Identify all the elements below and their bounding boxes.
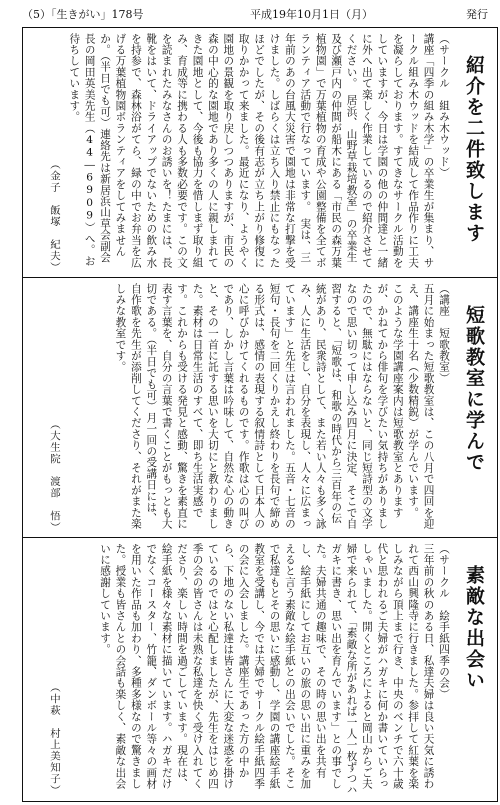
issue-date: 平成19年10月1日（月） <box>250 8 373 21</box>
article-subtitle: （サークル 組み木ウッド） <box>438 33 450 179</box>
article-author: （金子 飯塚 紀夫） <box>48 159 60 273</box>
article-subtitle: （講座 短歌教室） <box>438 283 450 384</box>
article-text: 三年前の秋のある日、私達夫婦は良い天気に誘われて西山興隆寺に行きました。参拝して紅葉を楽しみながら頂上まで行き、中央のベンチで六十歳代と思われるご夫婦がハガキに何か書いていらっしゃいました。開くところによると岡山からご夫婦で来られて、「素敵な所があれば一人一枚ずつハガキに書き、思い出を育んでいます」との事でした。夫婦共通の趣味で、その時の思い出を共有し、絵手紙にしてお互いの旅の思い出に重みを加えると言う素敵な絵手紙との出会いでした。そこで私達もとその思いに感動し、学園の講座絵手紙教室を受講し、今では夫婦でサークル絵手紙四季の会に入会しました。講座生であった方の中から、下地のない私達は皆さんに大変な迷惑を掛けているのではと心配しましたが、先生をはじめ四季の会の皆さんは未熟な私達を快く受け入れてくださり、楽しい時間を過ごしています。現在は、絵手紙を様々な素材に描いています。ハガキだけでなくコースター、竹籠、ダンボール等々の画材を用いた作品も加わり、多種多様なので驚きました。授業も皆さんとの会話も楽しく、素敵な出会いに感謝しています。 <box>99 543 435 796</box>
article-body <box>63 33 451 273</box>
article-title: 素敵な出会い <box>463 565 485 691</box>
article-subtitle: （サークル 絵手紙四季の会） <box>438 543 450 700</box>
article-title: 紹介を二件致します <box>463 55 485 244</box>
article-body <box>63 283 451 533</box>
article-title: 短歌教室に学んで <box>463 305 485 473</box>
article-section <box>23 278 497 538</box>
article-frame <box>22 27 498 802</box>
article-body <box>63 543 451 796</box>
article-author: （中萩 村上美知子） <box>48 682 60 796</box>
publisher-label: 発行 <box>466 8 488 21</box>
issue-label: （5）「生きがい」178号 <box>22 8 144 21</box>
article-section <box>23 28 497 278</box>
article-text: 五月に始まった短歌教室は、この八月で四回を迎え、講座生十名（少数精鋭）が学んでいます。 このような学園講座案内は短歌教室とありますが、かねてから俳句を学びたい気持ちがありましたので、無駄にはならないと、同じ短詩型の文学なので思い切って申し込み四月に決定、そこで自習すると、「短歌は、和歌の時代から三百年の伝統があり、民衆詩として、また若い人々も多く詠み、人に生活をし、自分を表現し、人々に広まっています」と先生は言われました。五音・七音の短句・長句を二回くりかえし終わりを長句で締める形式は、感情の表現する叙情詩として日本人の心に呼びかけてくれるものです。作歌は心の叫びであり、しかし言葉は吟味して、自然な心の動きと、その一首に託する思いを大切にと教わりました。素材は日常生活のすべて、即ち生活実感です。これからも受ける発見と感動、驚きを素直に表す言葉を、自分の言葉で書くことがもっとも大切である。（半日でも可）月一回の受講日には、自作歌を先生が添削してくださり、それがまた楽しみな教室です。 <box>114 283 435 530</box>
article-author: （大生院 渡部 悟） <box>48 419 60 533</box>
article-text: 講座「四季の組み木学」の卒業生が集まり、サークル組み木ウッドを結成して作品作りに工夫を凝らしております。すてきなサークル活動をしていますが、今日は学園の他の仲間達と一緒に外へ出て楽しく作業しているので紹介させてください。 居浜、山野草栽培教室」の卒業生及び瀬戸内の仲間が船木にある「市民の森万葉植物園」で万葉植物の育成や公園整備を全てボランティア活動で行なっています。 実は、三年前のあの台風大災害で園地は非常な打撃を受けました。しばらくは立ち入り禁止にもなったほどでしたが、その後有志が立ち上がり修復に取りかかって来ました。最近になり、ようやく園地の景観を取り戻しつつありますが、市民の森の中心的な園地であり多くの人に親しまれてきた園地として、今後も協力を惜しまず取り組み、育成等に携わる人も多数必要です。この文を読まれたみなさんのお誘いを！たまには、長靴をはいて、ドライアップでないための飲み水を持参で、森林浴がてら、緑の中でお弁当を広げる万葉植物園ボランティアをしてみませんか。（半日でも可）連絡先は新居浜山草会副会長の岡田英美先生（44―6909）へ。お待ちしています。 <box>68 33 435 269</box>
page-header <box>0 0 500 26</box>
article-section <box>23 538 497 800</box>
